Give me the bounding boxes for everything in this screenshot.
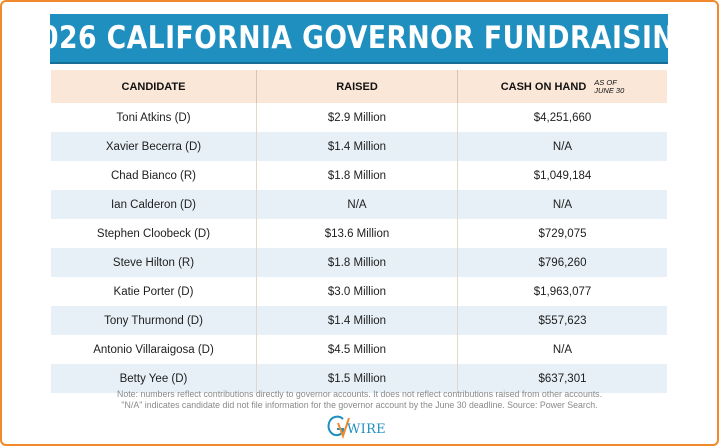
as-of-line2: JUNE 30 <box>594 85 625 95</box>
cash-on-hand-cell: $796,260 <box>457 248 667 277</box>
column-header-raised: RAISED <box>256 70 457 103</box>
cash-on-hand-cell: $4,251,660 <box>457 103 667 132</box>
table-row <box>51 132 667 161</box>
table-header-row <box>51 70 667 103</box>
raised-cell: $4.5 Million <box>256 335 457 364</box>
cash-on-hand-cell: $637,301 <box>457 364 667 393</box>
candidate-cell: Stephen Cloobeck (D) <box>96 227 211 240</box>
as-of-note <box>594 79 624 95</box>
cash-on-hand-cell: $1,963,077 <box>457 277 667 306</box>
cash-on-hand-cell: $557,623 <box>457 306 667 335</box>
fundraising-table <box>51 70 667 393</box>
candidate-cell: Katie Porter (D) <box>113 285 194 298</box>
table-row <box>51 219 667 248</box>
cash-on-hand-cell: $1,049,184 <box>457 161 667 190</box>
raised-cell: $2.9 Million <box>256 103 457 132</box>
raised-cell: $3.0 Million <box>256 277 457 306</box>
table-row <box>51 190 667 219</box>
cash-on-hand-cell: N/A <box>457 190 667 219</box>
table-row <box>51 277 667 306</box>
as-of-line1: AS OF <box>594 77 617 87</box>
footnote-line1: Note: numbers reflect contributions directly to governor accounts. It does not reflect contributions raised from other accounts. <box>116 389 603 399</box>
table-row <box>51 248 667 277</box>
candidate-cell: Tony Thurmond (D) <box>104 314 203 327</box>
footnote-line2: "N/A" indicates candidate did not file information for the governor account by the June 30 deadline. Source: Power Search. <box>121 400 598 410</box>
logo-text: WIRE <box>347 422 386 437</box>
gvwire-logo <box>326 414 386 440</box>
candidate-cell: Ian Calderon (D) <box>110 198 196 211</box>
table-row <box>51 306 667 335</box>
raised-cell: $1.4 Million <box>256 132 457 161</box>
candidate-cell: Antonio Villaraigosa (D) <box>93 343 214 356</box>
candidate-cell: Xavier Becerra (D) <box>105 140 202 153</box>
candidate-cell: Toni Atkins (D) <box>116 111 191 124</box>
candidate-cell: Chad Bianco (R) <box>110 169 196 182</box>
table-row <box>51 335 667 364</box>
column-header-cash <box>457 70 667 103</box>
table-row <box>51 103 667 132</box>
raised-cell: $1.5 Million <box>256 364 457 393</box>
column-header-candidate: CANDIDATE <box>121 80 186 93</box>
cash-on-hand-cell: N/A <box>457 335 667 364</box>
raised-cell: $13.6 Million <box>256 219 457 248</box>
candidate-cell: Betty Yee (D) <box>119 372 188 385</box>
page-title: 2026 CALIFORNIA GOVERNOR FUNDRAISING <box>20 20 698 56</box>
raised-cell: $1.4 Million <box>256 306 457 335</box>
footnote <box>40 389 679 411</box>
column-header-cash-label: CASH ON HAND <box>500 80 587 93</box>
raised-cell: $1.8 Million <box>256 248 457 277</box>
title-banner <box>20 14 698 62</box>
cash-on-hand-cell: N/A <box>457 132 667 161</box>
cash-on-hand-cell: $729,075 <box>457 219 667 248</box>
raised-cell: $1.8 Million <box>256 161 457 190</box>
raised-cell: N/A <box>256 190 457 219</box>
candidate-cell: Steve Hilton (R) <box>112 256 195 269</box>
table-row <box>51 161 667 190</box>
